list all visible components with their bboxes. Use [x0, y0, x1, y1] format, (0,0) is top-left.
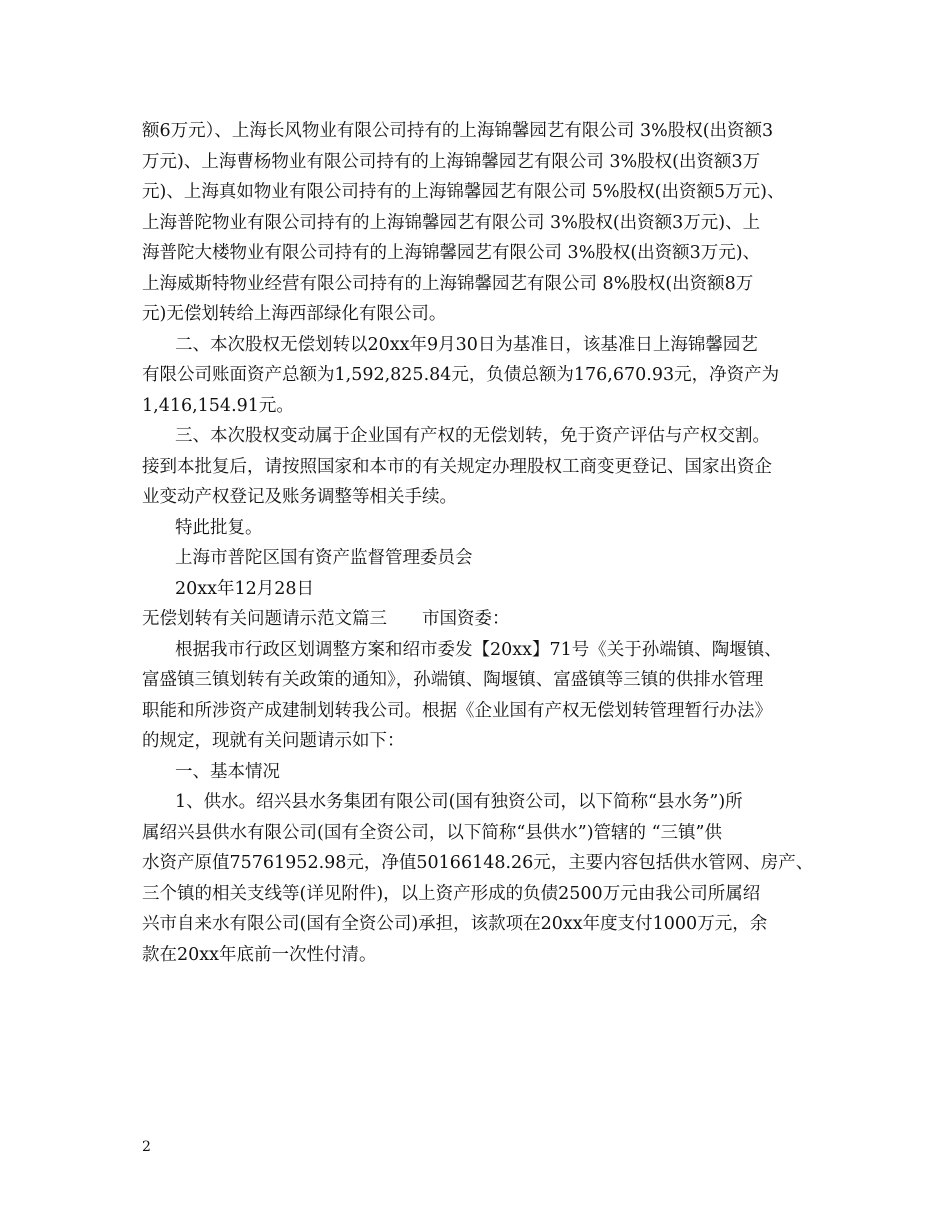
paragraph-line: 上海威斯特物业经营有限公司持有的上海锦馨园艺有限公司 8%股权(出资额8万	[142, 273, 754, 294]
paragraph-line: 1,416,154.91元。	[142, 395, 294, 416]
paragraph-line: 有限公司账面资产总额为1,592,825.84元，负债总额为176,670.93元，净资产为	[142, 365, 780, 385]
paragraph-line: 水资产原值75761952.98元，净值50166148.26元，主要内容包括供水管网、房产、	[142, 853, 814, 873]
paragraph-line: 三个镇的相关支线等(详见附件)，以上资产形成的负债2500万元由我公司所属绍	[142, 883, 761, 904]
paragraph-line: 接到本批复后，请按照国家和本市的有关规定办理股权工商变更登记、国家出资企	[142, 456, 772, 477]
closing-line: 特此批复。	[175, 517, 263, 538]
paragraph-line: 额6万元）、上海长风物业有限公司持有的上海锦馨园艺有限公司 3%股权(出资额3	[142, 121, 774, 141]
subheading: 一、基本情况	[175, 761, 280, 782]
paragraph-line: 属绍兴县供水有限公司(国有全资公司，以下简称“县供水”)管辖的 “三镇”供	[142, 822, 723, 843]
signature-organization: 上海市普陀区国有资产监督管理委员会	[175, 548, 473, 568]
paragraph-line: 款在20xx年底前一次性付清。	[142, 944, 377, 965]
paragraph-line: 元)、上海真如物业有限公司持有的上海锦馨园艺有限公司 5%股权(出资额5万元)、	[142, 182, 785, 202]
paragraph-line: 业变动产权登记及账务调整等相关手续。	[142, 487, 457, 507]
paragraph-line: 海普陀大楼物业有限公司持有的上海锦馨园艺有限公司 3%股权(出资额3万元)、	[142, 243, 761, 263]
signature-date: 20xx年12月28日	[175, 578, 315, 599]
paragraph-line: 的规定，现就有关问题请示如下：	[142, 731, 405, 751]
paragraph-line: 三、本次股权变动属于企业国有产权的无偿划转，免于资产评估与产权交割。	[175, 426, 770, 446]
section-heading: 无偿划转有关问题请示范文篇三 市国资委：	[142, 609, 510, 629]
paragraph-line: 根据我市行政区划调整方案和绍市委发【20xx】71号《关于孙端镇、陶堰镇、	[175, 639, 782, 660]
paragraph-line: 兴市自来水有限公司(国有全资公司)承担，该款项在20xx年度支付1000万元，余	[142, 914, 768, 934]
document-body	[142, 116, 822, 970]
paragraph-line: 二、本次股权无偿划转以20xx年9月30日为基准日，该基准日上海锦馨园艺	[175, 334, 758, 355]
paragraph-line: 职能和所涉资产成建制划转我公司。根据《企业国有产权无偿划转管理暂行办法》	[142, 700, 772, 721]
paragraph-line: 元)无偿划转给上海西部绿化有限公司。	[142, 304, 447, 324]
paragraph-line: 1、供水。绍兴县水务集团有限公司(国有独资公司，以下简称“县水务”)所	[175, 792, 743, 812]
page-number: 2	[142, 1139, 151, 1155]
paragraph-line: 万元)、上海曹杨物业有限公司持有的上海锦馨园艺有限公司 3%股权(出资额3万	[142, 151, 761, 172]
paragraph-line: 富盛镇三镇划转有关政策的通知》，孙端镇、陶堰镇、富盛镇等三镇的供排水管理	[142, 670, 764, 690]
paragraph-line: 上海普陀物业有限公司持有的上海锦馨园艺有限公司 3%股权(出资额3万元)、上	[142, 212, 761, 233]
